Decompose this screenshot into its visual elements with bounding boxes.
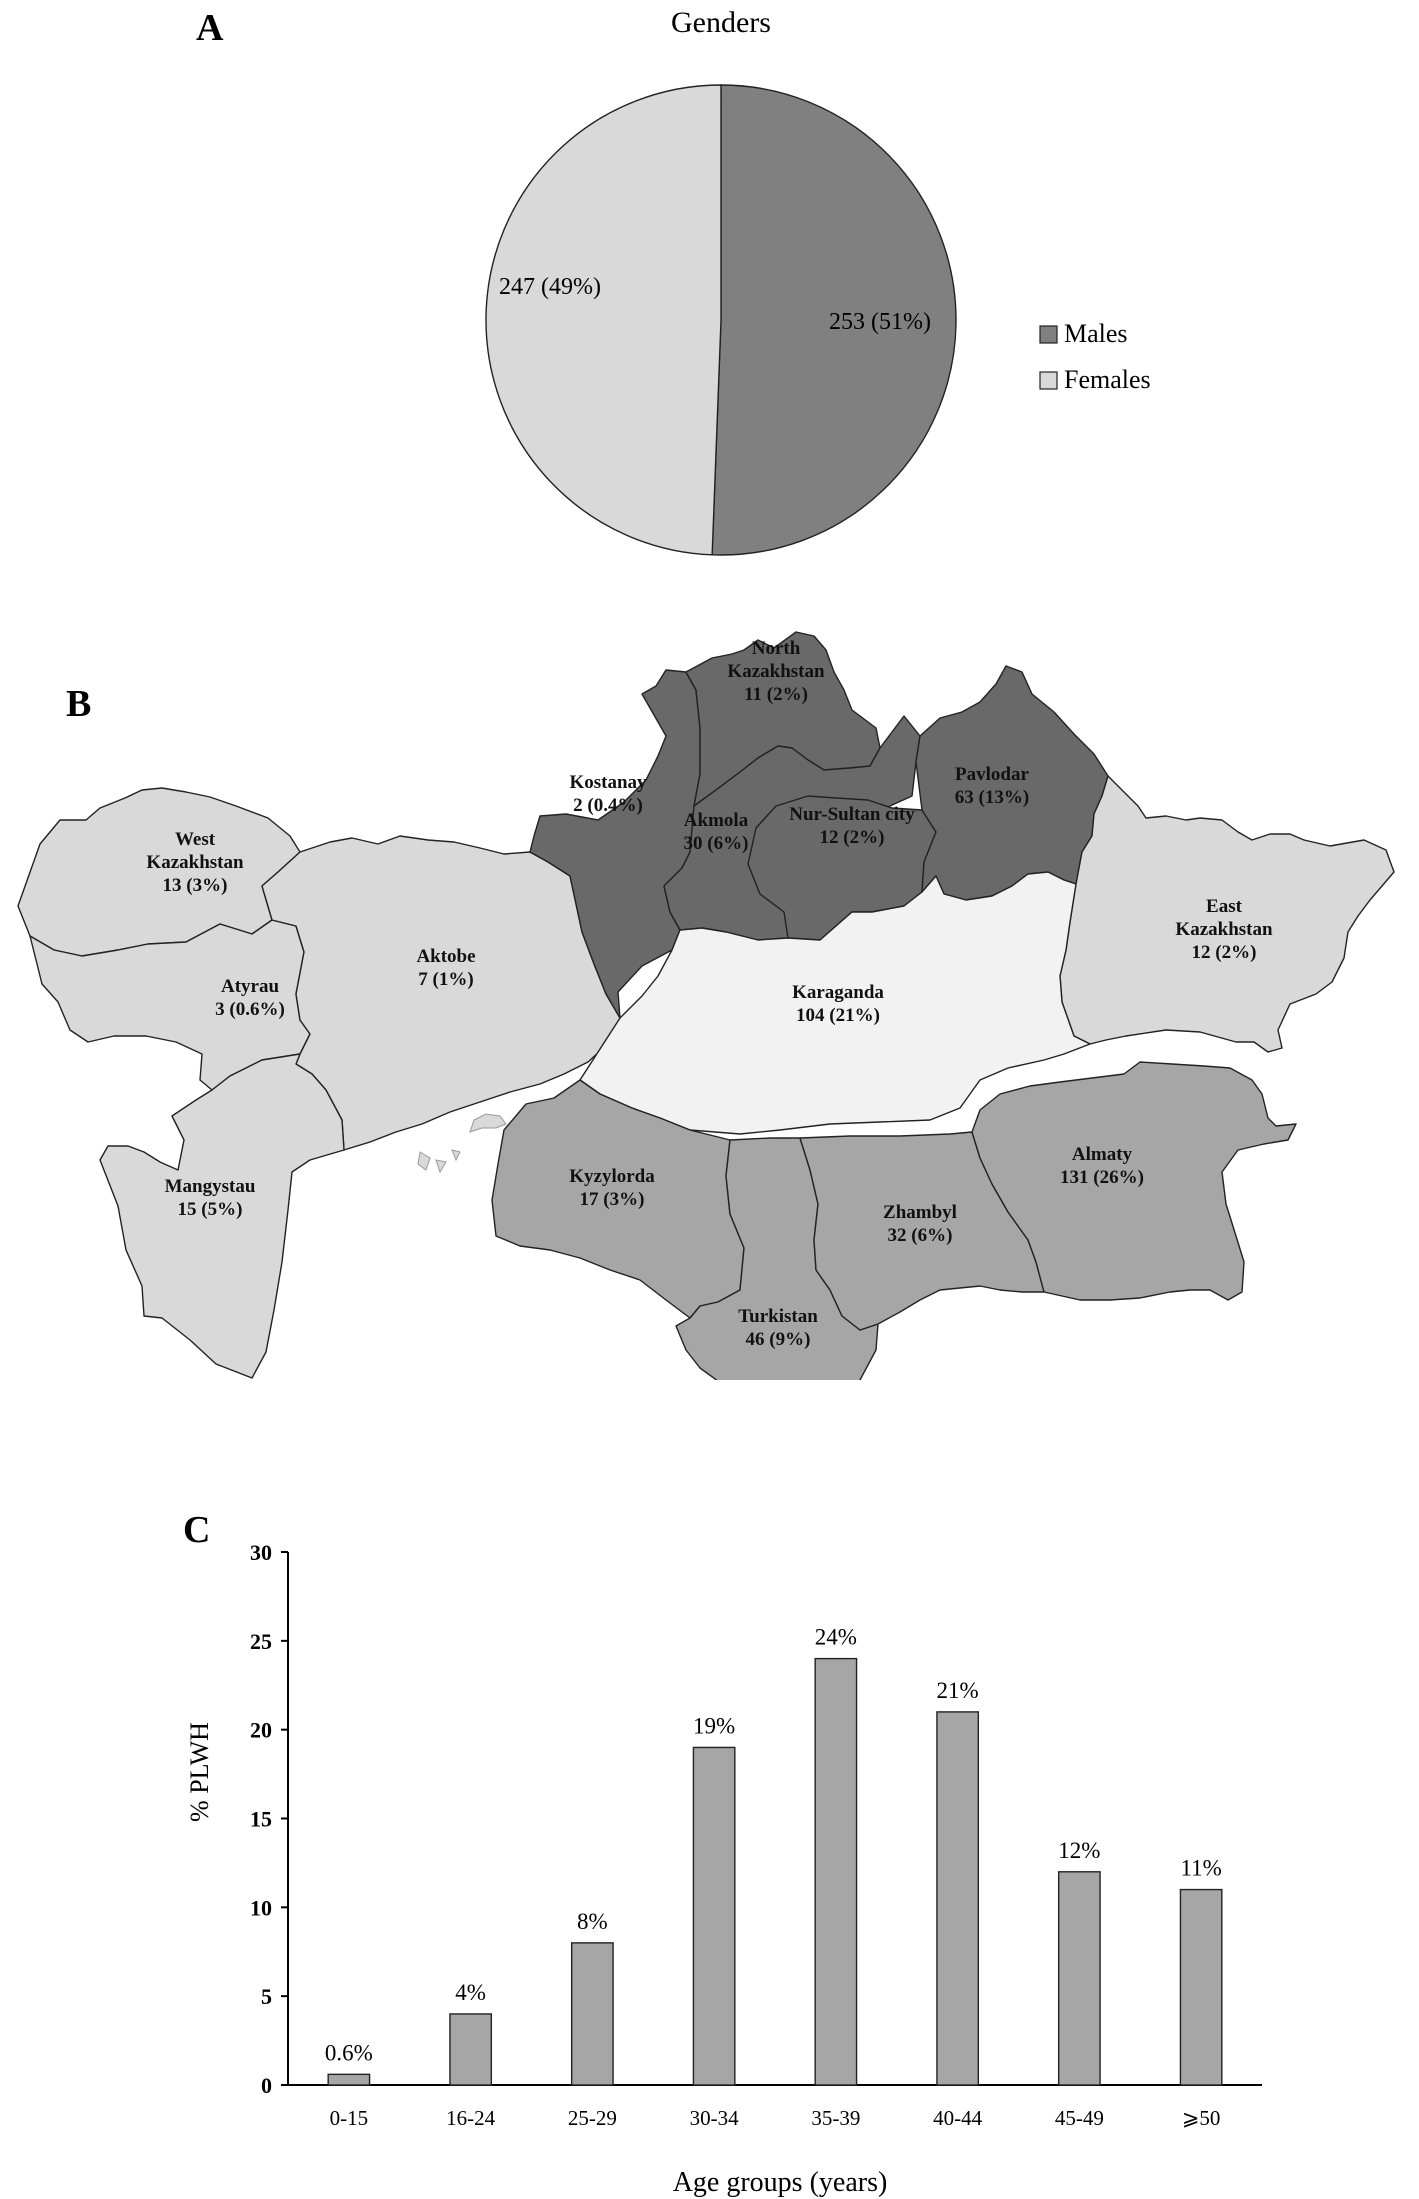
map-label-kostanay-value: 2 (0.4%) — [573, 795, 643, 816]
map-label-north-kazakhstan-name: Kazakhstan — [727, 661, 825, 682]
map-label-almaty-value: 131 (26%) — [1060, 1167, 1144, 1188]
legend-label-males: Males — [1064, 319, 1128, 348]
map-label-nur-sultan-name: Nur-Sultan city — [789, 804, 915, 825]
gender-pie-chart — [0, 0, 1419, 560]
map-label-zhambyl-value: 32 (6%) — [887, 1225, 953, 1246]
pie-title: Genders — [671, 6, 771, 39]
bar-y-axis-label: % PLWH — [185, 1722, 214, 1822]
map-label-atyrau-name: Atyrau — [220, 976, 280, 997]
map-label-nur-sultan-value: 12 (2%) — [819, 827, 885, 848]
map-label-kostanay-name: Kostanay — [569, 772, 647, 793]
bar-x-tick-label: ⩾50 — [1181, 2106, 1221, 2130]
map-label-pavlodar-value: 63 (13%) — [954, 787, 1030, 808]
map-label-west-kazakhstan-name: West — [174, 829, 216, 850]
map-label-akmola-value: 30 (6%) — [683, 833, 749, 854]
map-label-north-kazakhstan-value: 11 (2%) — [744, 684, 808, 705]
bar-y-tick-label: 15 — [250, 1806, 272, 1832]
bar-y-tick-label: 20 — [250, 1717, 272, 1743]
age-group-bar-chart — [0, 1499, 1419, 2199]
bar-y-tick-label: 5 — [261, 1984, 272, 2010]
bar-data-label: 0.6% — [324, 2040, 373, 2066]
bar-y-tick-label: 25 — [250, 1628, 272, 1654]
bar-30-34 — [693, 1747, 734, 2085]
bar-x-tick-label: 0-15 — [329, 2106, 369, 2130]
bar-x-axis-label: Age groups (years) — [672, 2167, 888, 2198]
map-label-pavlodar-name: Pavlodar — [955, 764, 1029, 785]
bar-data-label: 8% — [577, 1908, 608, 1934]
bar-35-39 — [815, 1659, 856, 2085]
bar-data-label: 19% — [693, 1713, 736, 1739]
map-label-west-kazakhstan-value: 13 (3%) — [162, 875, 228, 896]
legend-swatch-females — [1040, 372, 1057, 389]
bar-data-label: 21% — [936, 1677, 979, 1703]
map-label-almaty-name: Almaty — [1071, 1144, 1133, 1165]
bar-y-tick-label: 0 — [261, 2073, 272, 2098]
pie-label-males: 253 (51%) — [829, 309, 931, 335]
map-label-turkistan-value: 46 (9%) — [745, 1329, 811, 1350]
map-label-kyzylorda-value: 17 (3%) — [579, 1189, 645, 1210]
bar-45-49 — [1059, 1872, 1100, 2085]
map-label-aktobe-name: Aktobe — [416, 946, 476, 967]
map-label-north-kazakhstan-name: North — [751, 638, 801, 659]
bar-data-label: 4% — [455, 1979, 486, 2005]
panel-c-letter: C — [183, 1509, 211, 1551]
bar-x-tick-label: 25-29 — [567, 2106, 617, 2130]
map-label-karaganda-name: Karaganda — [792, 982, 884, 1003]
bar-25-29 — [572, 1943, 613, 2085]
bar-⩾50 — [1180, 1890, 1221, 2085]
bar-y-tick-label: 30 — [250, 1540, 272, 1565]
legend-label-females: Females — [1064, 365, 1151, 394]
bar-40-44 — [937, 1712, 978, 2085]
bar-x-tick-label: 16-24 — [446, 2106, 496, 2130]
bar-x-tick-label: 30-34 — [689, 2106, 739, 2130]
map-label-turkistan-name: Turkistan — [738, 1306, 818, 1327]
map-label-karaganda-value: 104 (21%) — [796, 1005, 880, 1026]
panel-b-letter: B — [66, 683, 92, 725]
map-label-mangystau-name: Mangystau — [164, 1176, 256, 1197]
bar-x-tick-label: 45-49 — [1054, 2106, 1104, 2130]
pie-slice-females — [486, 85, 721, 555]
bar-data-label: 12% — [1058, 1837, 1101, 1863]
map-label-atyrau-value: 3 (0.6%) — [215, 999, 285, 1020]
pie-legend — [1040, 319, 1151, 394]
map-label-akmola-name: Akmola — [683, 810, 749, 831]
bar-y-tick-label: 10 — [250, 1895, 272, 1921]
bar-0-15 — [328, 2074, 369, 2085]
kazakhstan-region-map — [0, 600, 1419, 1380]
bar-data-label: 24% — [814, 1624, 857, 1650]
map-label-west-kazakhstan-name: Kazakhstan — [146, 852, 244, 873]
map-label-aktobe-value: 7 (1%) — [418, 969, 474, 990]
map-label-east-kazakhstan-name: East — [1206, 896, 1242, 917]
legend-swatch-males — [1040, 326, 1057, 343]
map-label-east-kazakhstan-value: 12 (2%) — [1191, 942, 1257, 963]
bar-data-label: 11% — [1180, 1855, 1222, 1881]
panel-a-letter: A — [196, 7, 224, 49]
map-label-kyzylorda-name: Kyzylorda — [569, 1166, 655, 1187]
bar-x-tick-label: 40-44 — [933, 2106, 983, 2130]
pie-label-females: 247 (49%) — [499, 274, 601, 300]
map-label-zhambyl-name: Zhambyl — [883, 1202, 957, 1223]
bar-x-tick-label: 35-39 — [811, 2106, 861, 2130]
caspian-islands — [418, 1114, 506, 1172]
map-label-east-kazakhstan-name: Kazakhstan — [1175, 919, 1273, 940]
map-label-mangystau-value: 15 (5%) — [177, 1199, 243, 1220]
bar-16-24 — [450, 2014, 491, 2085]
